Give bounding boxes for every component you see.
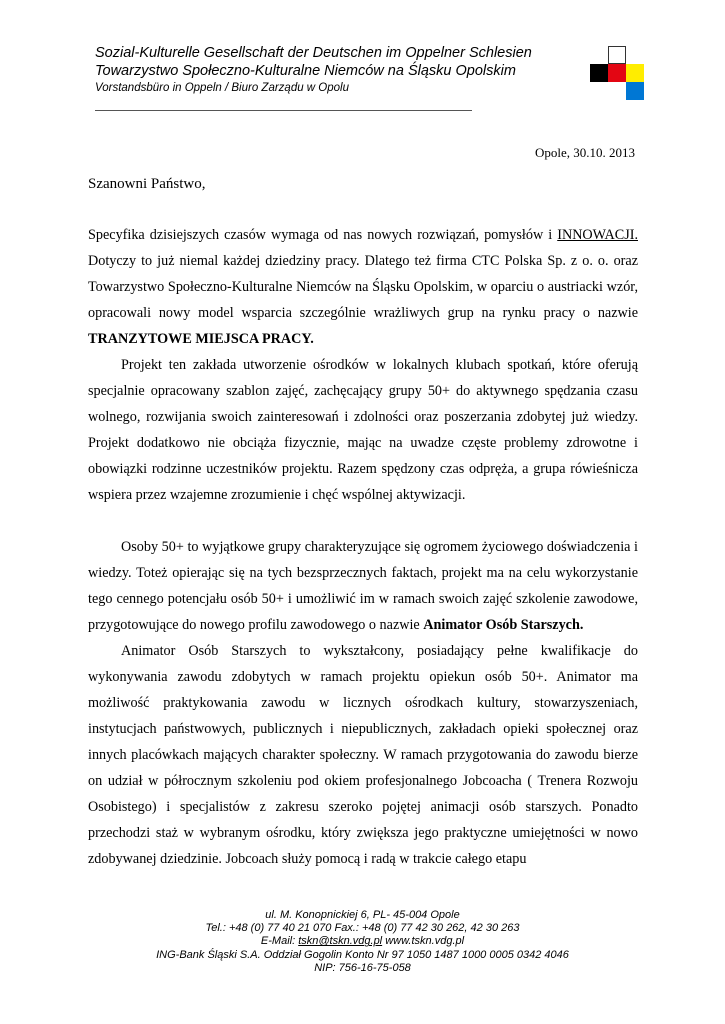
email-link[interactable]: tskn@tskn.vdg.pl bbox=[298, 935, 383, 948]
letter-body bbox=[88, 222, 638, 872]
organization-logo bbox=[590, 46, 644, 100]
logo-square-red bbox=[608, 64, 626, 82]
footer-phone: Tel.: +48 (0) 77 40 21 070 Fax.: +48 (0) 77 42 30 262, 42 30 263 bbox=[205, 922, 520, 935]
logo-square-top bbox=[608, 46, 626, 64]
letter-date: Opole, 30.10. 2013 bbox=[534, 145, 635, 160]
logo-square-black bbox=[590, 64, 608, 82]
footer-address: ul. M. Konopnickiej 6, PL- 45-004 Opole bbox=[265, 909, 460, 921]
header-divider bbox=[95, 110, 472, 111]
paragraph-3-text: Osoby 50+ to wyjątkowe grupy charakteryzujące się ogromem życiowego doświadczenia i wiedzy. Toteż opierając się na tych bezsprzecznych faktach, projekt ma na celu wykorzystanie tego cennego potencjału osób 50+ i umożliwić im w ramach swoich zajęć szkolenie zawodowe, przygotowujące do nowego profilu zawodowego o nazwie bbox=[88, 539, 638, 633]
office-name: Vorstandsbüro in Oppeln / Biuro Zarządu w Opolu bbox=[95, 82, 349, 94]
org-name-german: Sozial-Kulturelle Gesellschaft der Deutschen im Oppelner Schlesien bbox=[95, 45, 532, 61]
website-link[interactable]: www.tskn.vdg.pl bbox=[382, 935, 465, 948]
paragraph-4: Animator Osób Starszych to wykształcony, posiadający pełne kwalifikacje do wykonywania zawodu zdobytych w ramach projektu opiekun osób 50+. Animator ma możliwość praktykowania zawodu w licznych ośrodkach kultury, stowarzyszeniach, instytucjach państwowych, publicznych i niepublicznych, zakładach opieki społecznej oraz innych placówkach mających charakter społeczny. W ramach przygotowania do zawodu bierze on udział w półrocznym szkoleniu pod okiem profesjonalnego Jobcoacha ( Trenera Rozwoju Osobistego) i specjalistów z zakresu szeroko pojętej animacji osób starszych. Ponadto przechodzi staż w wybranym ośrodku, który zwiększa jego praktyczne umiejętności w nowo zdobywanej dziedzinie. Jobcoach służy pomocą i radą w trakcie całego etapu bbox=[88, 643, 638, 867]
paragraph-1-text-b: Dotyczy to już niemal każdej dziedziny pracy. Dlatego też firma CTC Polska Sp. z o. o. oraz Towarzystwo Społeczno-Kulturalne Niemców na Śląsku Opolskim, w oparciu o austriacki wzór, opracowali nowy model wsparcia szczególnie wrażliwych grup na rynku pracy o nazwie bbox=[88, 253, 638, 321]
paragraph-1 bbox=[88, 222, 638, 352]
footer-nip: NIP: 756-16-75-058 bbox=[314, 961, 411, 974]
program-name: TRANZYTOWE MIEJSCA PRACY. bbox=[88, 331, 314, 347]
logo-square-yellow bbox=[626, 64, 644, 82]
logo-square-blue bbox=[626, 82, 644, 100]
org-name-polish: Towarzystwo Społeczno-Kulturalne Niemców na Śląsku Opolskim bbox=[95, 63, 516, 79]
email-label: E-Mail: bbox=[260, 935, 299, 948]
paragraph-1-text-a: Specyfika dzisiejszych czasów wymaga od nas nowych rozwiązań, pomysłów i bbox=[88, 227, 558, 243]
letter-footer bbox=[0, 909, 725, 975]
salutation: Szanowni Państwo, bbox=[88, 176, 206, 192]
profession-name: Animator Osób Starszych. bbox=[423, 617, 584, 633]
letterhead bbox=[95, 44, 575, 96]
footer-contact bbox=[0, 935, 725, 948]
innovation-word: INNOWACJI. bbox=[557, 227, 638, 243]
paragraph-2: Projekt ten zakłada utworzenie ośrodków w lokalnych klubach spotkań, które oferują specjalnie opracowany szablon zajęć, zachęcający grupy 50+ do aktywnego spędzania czasu wolnego, rozwijania swoich zainteresowań i zdolności oraz poszerzania zdobytej już wiedzy. Projekt dodatkowo nie obciąża fizycznie, mając na uwadze częste problemy zdrowotne i obowiązki rodzinne uczestników projektu. Razem spędzony czas odpręża, a grupa rówieśnicza wspiera przez wzajemne zrozumienie i chęć wspólnej aktywizacji. bbox=[88, 357, 638, 503]
paragraph-3 bbox=[88, 534, 638, 638]
footer-bank: ING-Bank Śląski S.A. Oddział Gogolin Konto Nr 97 1050 1487 1000 0005 0342 4046 bbox=[156, 948, 569, 961]
